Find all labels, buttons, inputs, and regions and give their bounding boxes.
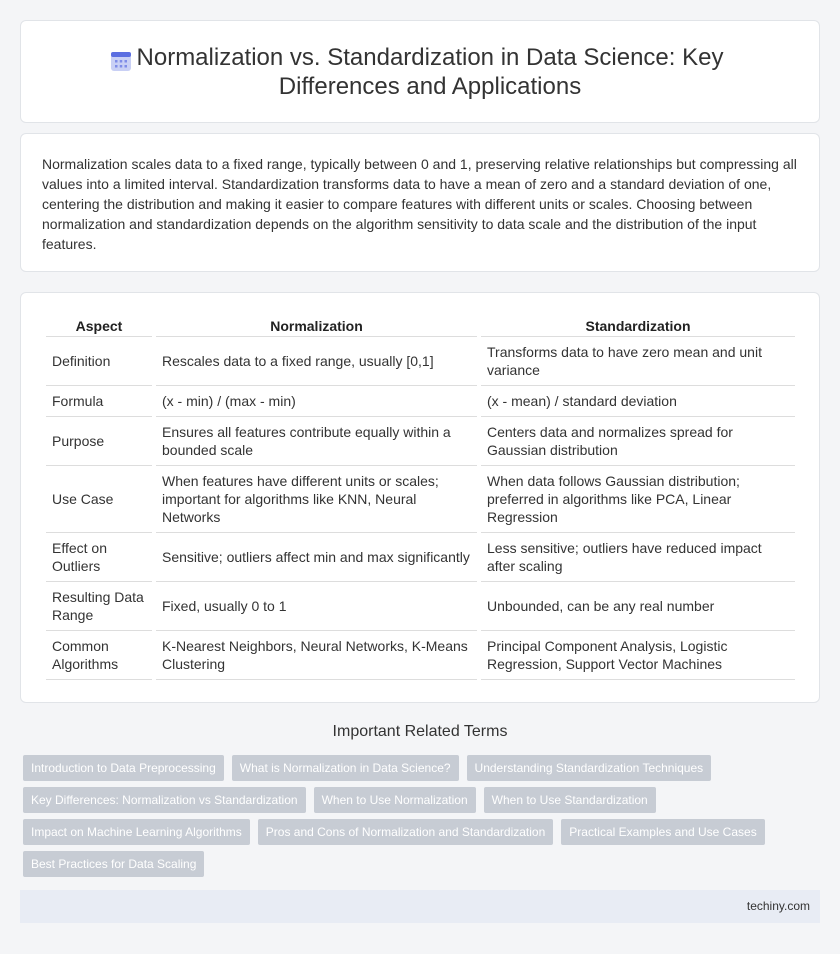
- intro-paragraph: Normalization scales data to a fixed range, typically between 0 and 1, preserving relative relationships but compressing all values into a limited interval. Standardization transforms data to have a mean of zero and a standard deviation of one, centering the distribution and making it easier to compare features with different units or scales. Choosing between normalization and standardization depends on the algorithm sensitivity to data scale and the distribution of the input features.: [42, 156, 797, 252]
- related-term-tag[interactable]: When to Use Normalization: [314, 787, 476, 813]
- standardization-cell: (x - mean) / standard deviation: [481, 386, 795, 417]
- comparison-card: [20, 292, 820, 703]
- header-aspect: Aspect: [46, 315, 152, 337]
- standardization-cell: Unbounded, can be any real number: [481, 582, 795, 631]
- table-row: [46, 337, 795, 386]
- aspect-cell: Formula: [46, 386, 152, 417]
- aspect-cell: Common Algorithms: [46, 631, 152, 680]
- table-row: [46, 466, 795, 533]
- aspect-cell: Resulting Data Range: [46, 582, 152, 631]
- related-term-tag[interactable]: Introduction to Data Preprocessing: [23, 755, 224, 781]
- normalization-cell: When features have different units or scales; important for algorithms like KNN, Neural Networks: [156, 466, 477, 533]
- table-row: [46, 533, 795, 582]
- table-row: [46, 417, 795, 466]
- comparison-table: [42, 315, 799, 680]
- related-term-tag[interactable]: Impact on Machine Learning Algorithms: [23, 819, 250, 845]
- tag-row: [23, 851, 783, 877]
- table-header-row: [46, 315, 795, 337]
- table-row: [46, 631, 795, 680]
- table-row: [46, 582, 795, 631]
- aspect-cell: Purpose: [46, 417, 152, 466]
- footer-site-link[interactable]: techiny.com: [746, 899, 810, 913]
- standardization-cell: Transforms data to have zero mean and unit variance: [481, 337, 795, 386]
- standardization-cell: When data follows Gaussian distribution; preferred in algorithms like PCA, Linear Regression: [481, 466, 795, 533]
- table-row: [46, 386, 795, 417]
- related-term-tag[interactable]: Key Differences: Normalization vs Standardization: [23, 787, 306, 813]
- tag-row: [23, 819, 783, 845]
- normalization-cell: Rescales data to a fixed range, usually [0,1]: [156, 337, 477, 386]
- related-term-tag[interactable]: When to Use Standardization: [484, 787, 656, 813]
- normalization-cell: K-Nearest Neighbors, Neural Networks, K-Means Clustering: [156, 631, 477, 680]
- standardization-cell: Less sensitive; outliers have reduced impact after scaling: [481, 533, 795, 582]
- tag-row: [23, 787, 783, 813]
- related-terms-heading: Important Related Terms: [332, 723, 508, 740]
- aspect-cell: Effect on Outliers: [46, 533, 152, 582]
- standardization-cell: Principal Component Analysis, Logistic Regression, Support Vector Machines: [481, 631, 795, 680]
- intro-card: [20, 133, 820, 272]
- title-wrap: [21, 43, 819, 101]
- title-card: [20, 20, 820, 123]
- related-term-tag[interactable]: Best Practices for Data Scaling: [23, 851, 204, 877]
- header-normalization: Normalization: [156, 315, 477, 337]
- related-term-tag[interactable]: Pros and Cons of Normalization and Standardization: [258, 819, 554, 845]
- normalization-cell: Fixed, usually 0 to 1: [156, 582, 477, 631]
- header-standardization: Standardization: [481, 315, 795, 337]
- normalization-cell: Sensitive; outliers affect min and max significantly: [156, 533, 477, 582]
- calendar-icon: [109, 49, 133, 73]
- related-term-tag[interactable]: What is Normalization in Data Science?: [232, 755, 459, 781]
- normalization-cell: (x - min) / (max - min): [156, 386, 477, 417]
- page-title: Normalization vs. Standardization in Data Science: Key Differences and Applications: [136, 44, 724, 100]
- tag-row: [23, 755, 783, 781]
- standardization-cell: Centers data and normalizes spread for Gaussian distribution: [481, 417, 795, 466]
- related-term-tag[interactable]: Practical Examples and Use Cases: [561, 819, 764, 845]
- aspect-cell: Definition: [46, 337, 152, 386]
- related-terms-list: [23, 755, 783, 883]
- normalization-cell: Ensures all features contribute equally within a bounded scale: [156, 417, 477, 466]
- footer: [20, 890, 820, 923]
- related-term-tag[interactable]: Understanding Standardization Techniques: [467, 755, 712, 781]
- aspect-cell: Use Case: [46, 466, 152, 533]
